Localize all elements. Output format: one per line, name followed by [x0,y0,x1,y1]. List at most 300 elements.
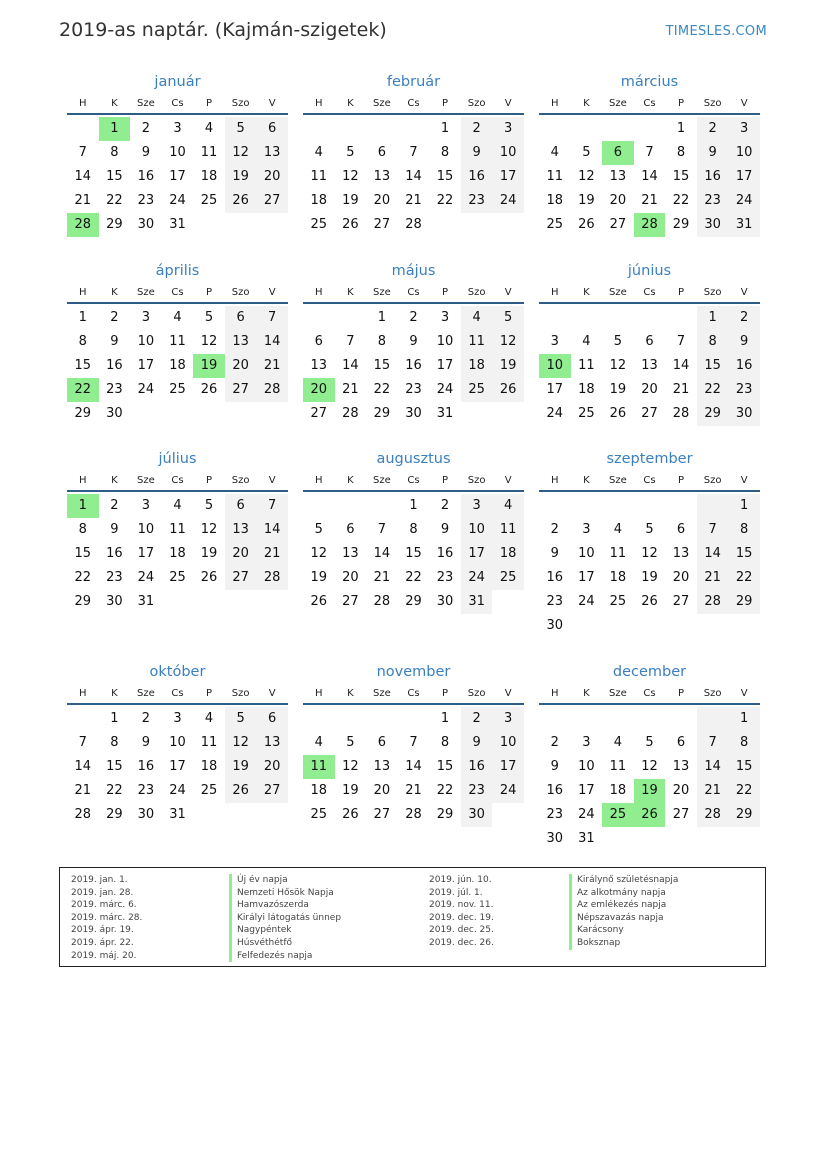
day-cell[interactable]: 7 [409,145,418,160]
day-cell[interactable]: 16 [436,546,454,561]
day-cell[interactable]: 3 [173,121,182,136]
day-cell[interactable]: 13 [225,518,257,542]
day-cell[interactable]: 18 [492,542,524,566]
day-cell[interactable]: 29 [697,402,729,426]
day-cell[interactable]: 17 [461,542,493,566]
day-cell[interactable]: 27 [256,779,288,803]
day-cell[interactable]: 10 [492,141,524,165]
day-cell[interactable]: 20 [373,783,391,798]
day-cell[interactable]: 4 [204,711,214,726]
day-cell[interactable]: 16 [546,783,564,798]
day-cell[interactable]: 22 [373,382,391,397]
day-cell[interactable]: 27 [373,807,391,822]
day-cell[interactable]: 5 [314,522,323,537]
day-cell[interactable]: 10 [539,354,571,378]
day-cell[interactable]: 8 [676,145,686,160]
day-cell[interactable]: 28 [342,406,359,421]
day-cell[interactable]: 22 [74,570,92,585]
day-cell[interactable]: 10 [578,546,595,561]
day-cell[interactable]: 2 [110,498,119,513]
day-cell[interactable]: 16 [137,759,155,774]
day-cell[interactable]: 3 [461,494,493,518]
day-cell[interactable]: 15 [106,759,123,774]
day-cell[interactable]: 19 [225,755,257,779]
day-cell[interactable]: 24 [492,779,524,803]
day-cell[interactable]: 15 [436,759,454,774]
day-cell[interactable]: 17 [492,755,524,779]
day-cell[interactable]: 17 [492,165,524,189]
day-cell[interactable]: 8 [440,735,450,750]
day-cell[interactable]: 23 [436,570,454,585]
day-cell[interactable]: 27 [672,807,690,822]
day-cell[interactable]: 16 [405,358,422,373]
day-cell[interactable]: 26 [609,406,627,421]
day-cell[interactable]: 10 [436,334,454,349]
day-cell[interactable]: 14 [256,330,288,354]
day-cell[interactable]: 29 [74,406,92,421]
day-cell[interactable]: 8 [409,522,418,537]
day-cell[interactable]: 5 [204,310,214,325]
day-cell[interactable]: 14 [697,542,729,566]
day-cell[interactable]: 29 [728,803,760,827]
day-cell[interactable]: 19 [200,546,218,561]
day-cell[interactable]: 23 [461,189,493,213]
day-cell[interactable]: 15 [74,546,92,561]
day-cell[interactable]: 8 [728,518,760,542]
day-cell[interactable]: 4 [204,121,214,136]
day-cell[interactable]: 27 [225,566,257,590]
day-cell[interactable]: 19 [641,570,658,585]
day-cell[interactable]: 1 [440,711,450,726]
day-cell[interactable]: 28 [672,406,690,421]
day-cell[interactable]: 11 [609,759,627,774]
day-cell[interactable]: 24 [578,807,595,822]
day-cell[interactable]: 1 [99,117,131,141]
day-cell[interactable]: 5 [492,306,524,330]
day-cell[interactable]: 20 [225,354,257,378]
day-cell[interactable]: 14 [74,169,92,184]
day-cell[interactable]: 9 [110,522,119,537]
day-cell[interactable]: 14 [641,169,658,184]
day-cell[interactable]: 2 [728,306,760,330]
day-cell[interactable]: 20 [641,382,658,397]
day-cell[interactable]: 22 [672,193,690,208]
day-cell[interactable]: 6 [377,735,387,750]
day-cell[interactable]: 22 [728,779,760,803]
day-cell[interactable]: 7 [377,522,387,537]
day-cell[interactable]: 4 [461,306,493,330]
day-cell[interactable]: 16 [106,546,123,561]
day-cell[interactable]: 22 [405,570,422,585]
day-cell[interactable]: 21 [697,566,729,590]
day-cell[interactable]: 20 [609,193,627,208]
day-cell[interactable]: 21 [342,382,359,397]
day-cell[interactable]: 23 [546,594,564,609]
day-cell[interactable]: 29 [106,807,123,822]
day-cell[interactable]: 9 [728,330,760,354]
day-cell[interactable]: 17 [169,759,186,774]
day-cell[interactable]: 18 [200,169,218,184]
day-cell[interactable]: 30 [106,594,123,609]
day-cell[interactable]: 30 [436,594,454,609]
day-cell[interactable]: 26 [634,803,666,827]
day-cell[interactable]: 29 [405,594,422,609]
day-cell[interactable]: 18 [461,354,493,378]
day-cell[interactable]: 16 [546,570,564,585]
day-cell[interactable]: 14 [672,358,690,373]
day-cell[interactable]: 13 [672,546,690,561]
day-cell[interactable]: 14 [74,759,92,774]
day-cell[interactable]: 23 [546,807,564,822]
day-cell[interactable]: 7 [256,306,288,330]
day-cell[interactable]: 25 [578,406,595,421]
day-cell[interactable]: 9 [461,731,493,755]
day-cell[interactable]: 3 [582,522,591,537]
day-cell[interactable]: 26 [492,378,524,402]
day-cell[interactable]: 31 [461,590,493,614]
day-cell[interactable]: 10 [492,731,524,755]
day-cell[interactable]: 2 [141,121,151,136]
day-cell[interactable]: 6 [314,334,323,349]
day-cell[interactable]: 15 [436,169,454,184]
day-cell[interactable]: 27 [672,594,690,609]
day-cell[interactable]: 7 [676,334,686,349]
day-cell[interactable]: 16 [137,169,155,184]
day-cell[interactable]: 4 [492,494,524,518]
day-cell[interactable]: 26 [200,382,218,397]
day-cell[interactable]: 20 [342,570,359,585]
day-cell[interactable]: 12 [342,169,359,184]
day-cell[interactable]: 3 [582,735,591,750]
day-cell[interactable]: 24 [169,783,186,798]
day-cell[interactable]: 28 [405,217,422,232]
day-cell[interactable]: 26 [225,189,257,213]
day-cell[interactable]: 13 [342,546,359,561]
day-cell[interactable]: 14 [697,755,729,779]
day-cell[interactable]: 31 [137,594,155,609]
day-cell[interactable]: 30 [106,406,123,421]
day-cell[interactable]: 11 [492,518,524,542]
day-cell[interactable]: 30 [405,406,422,421]
day-cell[interactable]: 29 [373,406,391,421]
day-cell[interactable]: 18 [578,382,595,397]
day-cell[interactable]: 2 [461,707,493,731]
day-cell[interactable]: 2 [461,117,493,141]
day-cell[interactable]: 25 [200,193,218,208]
day-cell[interactable]: 6 [225,494,257,518]
day-cell[interactable]: 19 [609,382,627,397]
day-cell[interactable]: 28 [256,566,288,590]
day-cell[interactable]: 25 [492,566,524,590]
day-cell[interactable]: 9 [550,759,559,774]
day-cell[interactable]: 12 [609,358,627,373]
day-cell[interactable]: 14 [405,169,422,184]
day-cell[interactable]: 13 [373,169,391,184]
day-cell[interactable]: 15 [672,169,690,184]
day-cell[interactable]: 6 [645,334,654,349]
day-cell[interactable]: 2 [409,310,418,325]
day-cell[interactable]: 24 [492,189,524,213]
day-cell[interactable]: 5 [346,145,355,160]
day-cell[interactable]: 21 [256,542,288,566]
day-cell[interactable]: 29 [106,217,123,232]
day-cell[interactable]: 15 [697,354,729,378]
day-cell[interactable]: 19 [342,783,359,798]
day-cell[interactable]: 23 [728,378,760,402]
day-cell[interactable]: 27 [225,378,257,402]
day-cell[interactable]: 13 [310,358,328,373]
day-cell[interactable]: 8 [377,334,387,349]
day-cell[interactable]: 15 [74,358,92,373]
day-cell[interactable]: 25 [169,570,186,585]
day-cell[interactable]: 7 [645,145,654,160]
day-cell[interactable]: 27 [609,217,627,232]
day-cell[interactable]: 28 [634,213,666,237]
day-cell[interactable]: 26 [342,807,359,822]
day-cell[interactable]: 20 [672,783,690,798]
day-cell[interactable]: 12 [641,546,658,561]
day-cell[interactable]: 28 [74,807,92,822]
day-cell[interactable]: 16 [697,165,729,189]
day-cell[interactable]: 4 [613,522,623,537]
day-cell[interactable]: 2 [697,117,729,141]
day-cell[interactable]: 1 [728,494,760,518]
day-cell[interactable]: 7 [409,735,418,750]
day-cell[interactable]: 10 [169,145,186,160]
day-cell[interactable]: 2 [550,522,559,537]
day-cell[interactable]: 3 [728,117,760,141]
day-cell[interactable]: 23 [461,779,493,803]
day-cell[interactable]: 24 [436,382,454,397]
day-cell[interactable]: 25 [609,594,627,609]
day-cell[interactable]: 6 [256,707,288,731]
day-cell[interactable]: 14 [373,546,391,561]
day-cell[interactable]: 31 [728,213,760,237]
day-cell[interactable]: 22 [728,566,760,590]
day-cell[interactable]: 29 [672,217,690,232]
day-cell[interactable]: 11 [303,755,335,779]
day-cell[interactable]: 30 [546,831,564,846]
day-cell[interactable]: 17 [137,358,155,373]
day-cell[interactable]: 7 [346,334,355,349]
day-cell[interactable]: 11 [310,169,328,184]
day-cell[interactable]: 28 [697,803,729,827]
day-cell[interactable]: 13 [373,759,391,774]
day-cell[interactable]: 12 [310,546,328,561]
day-cell[interactable]: 24 [169,193,186,208]
day-cell[interactable]: 17 [546,382,564,397]
day-cell[interactable]: 25 [169,382,186,397]
day-cell[interactable]: 16 [461,165,493,189]
day-cell[interactable]: 6 [377,145,387,160]
day-cell[interactable]: 3 [492,707,524,731]
day-cell[interactable]: 25 [200,783,218,798]
day-cell[interactable]: 5 [346,735,355,750]
day-cell[interactable]: 26 [225,779,257,803]
day-cell[interactable]: 28 [373,594,391,609]
day-cell[interactable]: 1 [440,121,450,136]
day-cell[interactable]: 4 [314,145,323,160]
day-cell[interactable]: 8 [78,522,87,537]
day-cell[interactable]: 20 [256,165,288,189]
day-cell[interactable]: 12 [225,141,257,165]
day-cell[interactable]: 26 [342,217,359,232]
day-cell[interactable]: 9 [697,141,729,165]
day-cell[interactable]: 11 [609,546,627,561]
day-cell[interactable]: 26 [200,570,218,585]
day-cell[interactable]: 19 [310,570,328,585]
day-cell[interactable]: 17 [578,570,595,585]
day-cell[interactable]: 4 [582,334,591,349]
day-cell[interactable]: 25 [461,378,493,402]
day-cell[interactable]: 13 [641,358,658,373]
day-cell[interactable]: 16 [728,354,760,378]
day-cell[interactable]: 11 [200,735,218,750]
day-cell[interactable]: 22 [436,783,454,798]
day-cell[interactable]: 27 [342,594,359,609]
day-cell[interactable]: 8 [697,330,729,354]
day-cell[interactable]: 1 [676,121,686,136]
day-cell[interactable]: 7 [256,494,288,518]
day-cell[interactable]: 25 [310,807,328,822]
day-cell[interactable]: 4 [173,498,182,513]
day-cell[interactable]: 13 [609,169,627,184]
day-cell[interactable]: 12 [342,759,359,774]
day-cell[interactable]: 26 [310,594,328,609]
day-cell[interactable]: 17 [137,546,155,561]
day-cell[interactable]: 16 [106,358,123,373]
day-cell[interactable]: 10 [728,141,760,165]
day-cell[interactable]: 11 [578,358,595,373]
day-cell[interactable]: 8 [110,735,119,750]
day-cell[interactable]: 9 [440,522,450,537]
day-cell[interactable]: 24 [546,406,564,421]
day-cell[interactable]: 13 [256,141,288,165]
day-cell[interactable]: 5 [204,498,214,513]
day-cell[interactable]: 12 [578,169,595,184]
day-cell[interactable]: 4 [613,735,623,750]
day-cell[interactable]: 19 [193,354,225,378]
day-cell[interactable]: 20 [672,570,690,585]
day-cell[interactable]: 6 [225,306,257,330]
day-cell[interactable]: 19 [634,779,666,803]
day-cell[interactable]: 1 [110,711,119,726]
day-cell[interactable]: 19 [225,165,257,189]
day-cell[interactable]: 30 [697,213,729,237]
day-cell[interactable]: 26 [578,217,595,232]
day-cell[interactable]: 18 [609,570,627,585]
day-cell[interactable]: 23 [106,570,123,585]
day-cell[interactable]: 25 [602,803,634,827]
day-cell[interactable]: 5 [645,735,654,750]
day-cell[interactable]: 1 [409,498,418,513]
day-cell[interactable]: 18 [310,783,328,798]
day-cell[interactable]: 6 [256,117,288,141]
day-cell[interactable]: 28 [67,213,99,237]
day-cell[interactable]: 13 [256,731,288,755]
day-cell[interactable]: 9 [550,546,559,561]
day-cell[interactable]: 1 [728,707,760,731]
day-cell[interactable]: 3 [550,334,559,349]
day-cell[interactable]: 11 [169,522,186,537]
day-cell[interactable]: 29 [74,594,92,609]
day-cell[interactable]: 2 [550,735,559,750]
day-cell[interactable]: 23 [137,193,155,208]
day-cell[interactable]: 10 [137,334,155,349]
day-cell[interactable]: 22 [436,193,454,208]
day-cell[interactable]: 21 [697,779,729,803]
day-cell[interactable]: 20 [303,378,335,402]
day-cell[interactable]: 24 [461,566,493,590]
day-cell[interactable]: 24 [578,594,595,609]
day-cell[interactable]: 21 [405,783,422,798]
day-cell[interactable]: 7 [78,145,87,160]
day-cell[interactable]: 1 [78,310,87,325]
day-cell[interactable]: 21 [74,193,92,208]
day-cell[interactable]: 27 [256,189,288,213]
day-cell[interactable]: 8 [110,145,119,160]
day-cell[interactable]: 11 [169,334,186,349]
day-cell[interactable]: 7 [697,731,729,755]
day-cell[interactable]: 31 [169,217,186,232]
day-cell[interactable]: 12 [200,334,218,349]
day-cell[interactable]: 3 [173,711,182,726]
day-cell[interactable]: 12 [200,522,218,537]
day-cell[interactable]: 20 [225,542,257,566]
day-cell[interactable]: 2 [141,711,151,726]
day-cell[interactable]: 25 [546,217,564,232]
day-cell[interactable]: 3 [440,310,450,325]
day-cell[interactable]: 12 [492,330,524,354]
day-cell[interactable]: 21 [641,193,658,208]
day-cell[interactable]: 4 [550,145,559,160]
day-cell[interactable]: 30 [728,402,760,426]
day-cell[interactable]: 19 [578,193,595,208]
day-cell[interactable]: 3 [492,117,524,141]
day-cell[interactable]: 11 [546,169,564,184]
day-cell[interactable]: 5 [582,145,591,160]
day-cell[interactable]: 17 [728,165,760,189]
day-cell[interactable]: 13 [225,330,257,354]
day-cell[interactable]: 28 [405,807,422,822]
day-cell[interactable]: 30 [137,807,155,822]
day-cell[interactable]: 10 [137,522,155,537]
day-cell[interactable]: 18 [310,193,328,208]
day-cell[interactable]: 22 [106,783,123,798]
day-cell[interactable]: 27 [373,217,391,232]
day-cell[interactable]: 24 [137,382,155,397]
day-cell[interactable]: 8 [440,145,450,160]
day-cell[interactable]: 28 [697,590,729,614]
day-cell[interactable]: 9 [141,735,151,750]
day-cell[interactable]: 21 [256,354,288,378]
day-cell[interactable]: 3 [141,310,151,325]
day-cell[interactable]: 2 [110,310,119,325]
day-cell[interactable]: 15 [405,546,422,561]
day-cell[interactable]: 8 [728,731,760,755]
day-cell[interactable]: 18 [169,546,186,561]
day-cell[interactable]: 11 [200,145,218,160]
day-cell[interactable]: 18 [546,193,564,208]
day-cell[interactable]: 3 [141,498,151,513]
day-cell[interactable]: 21 [405,193,422,208]
day-cell[interactable]: 6 [676,522,686,537]
day-cell[interactable]: 15 [728,542,760,566]
day-cell[interactable]: 30 [546,618,564,633]
day-cell[interactable]: 9 [110,334,119,349]
day-cell[interactable]: 7 [78,735,87,750]
day-cell[interactable]: 9 [409,334,418,349]
